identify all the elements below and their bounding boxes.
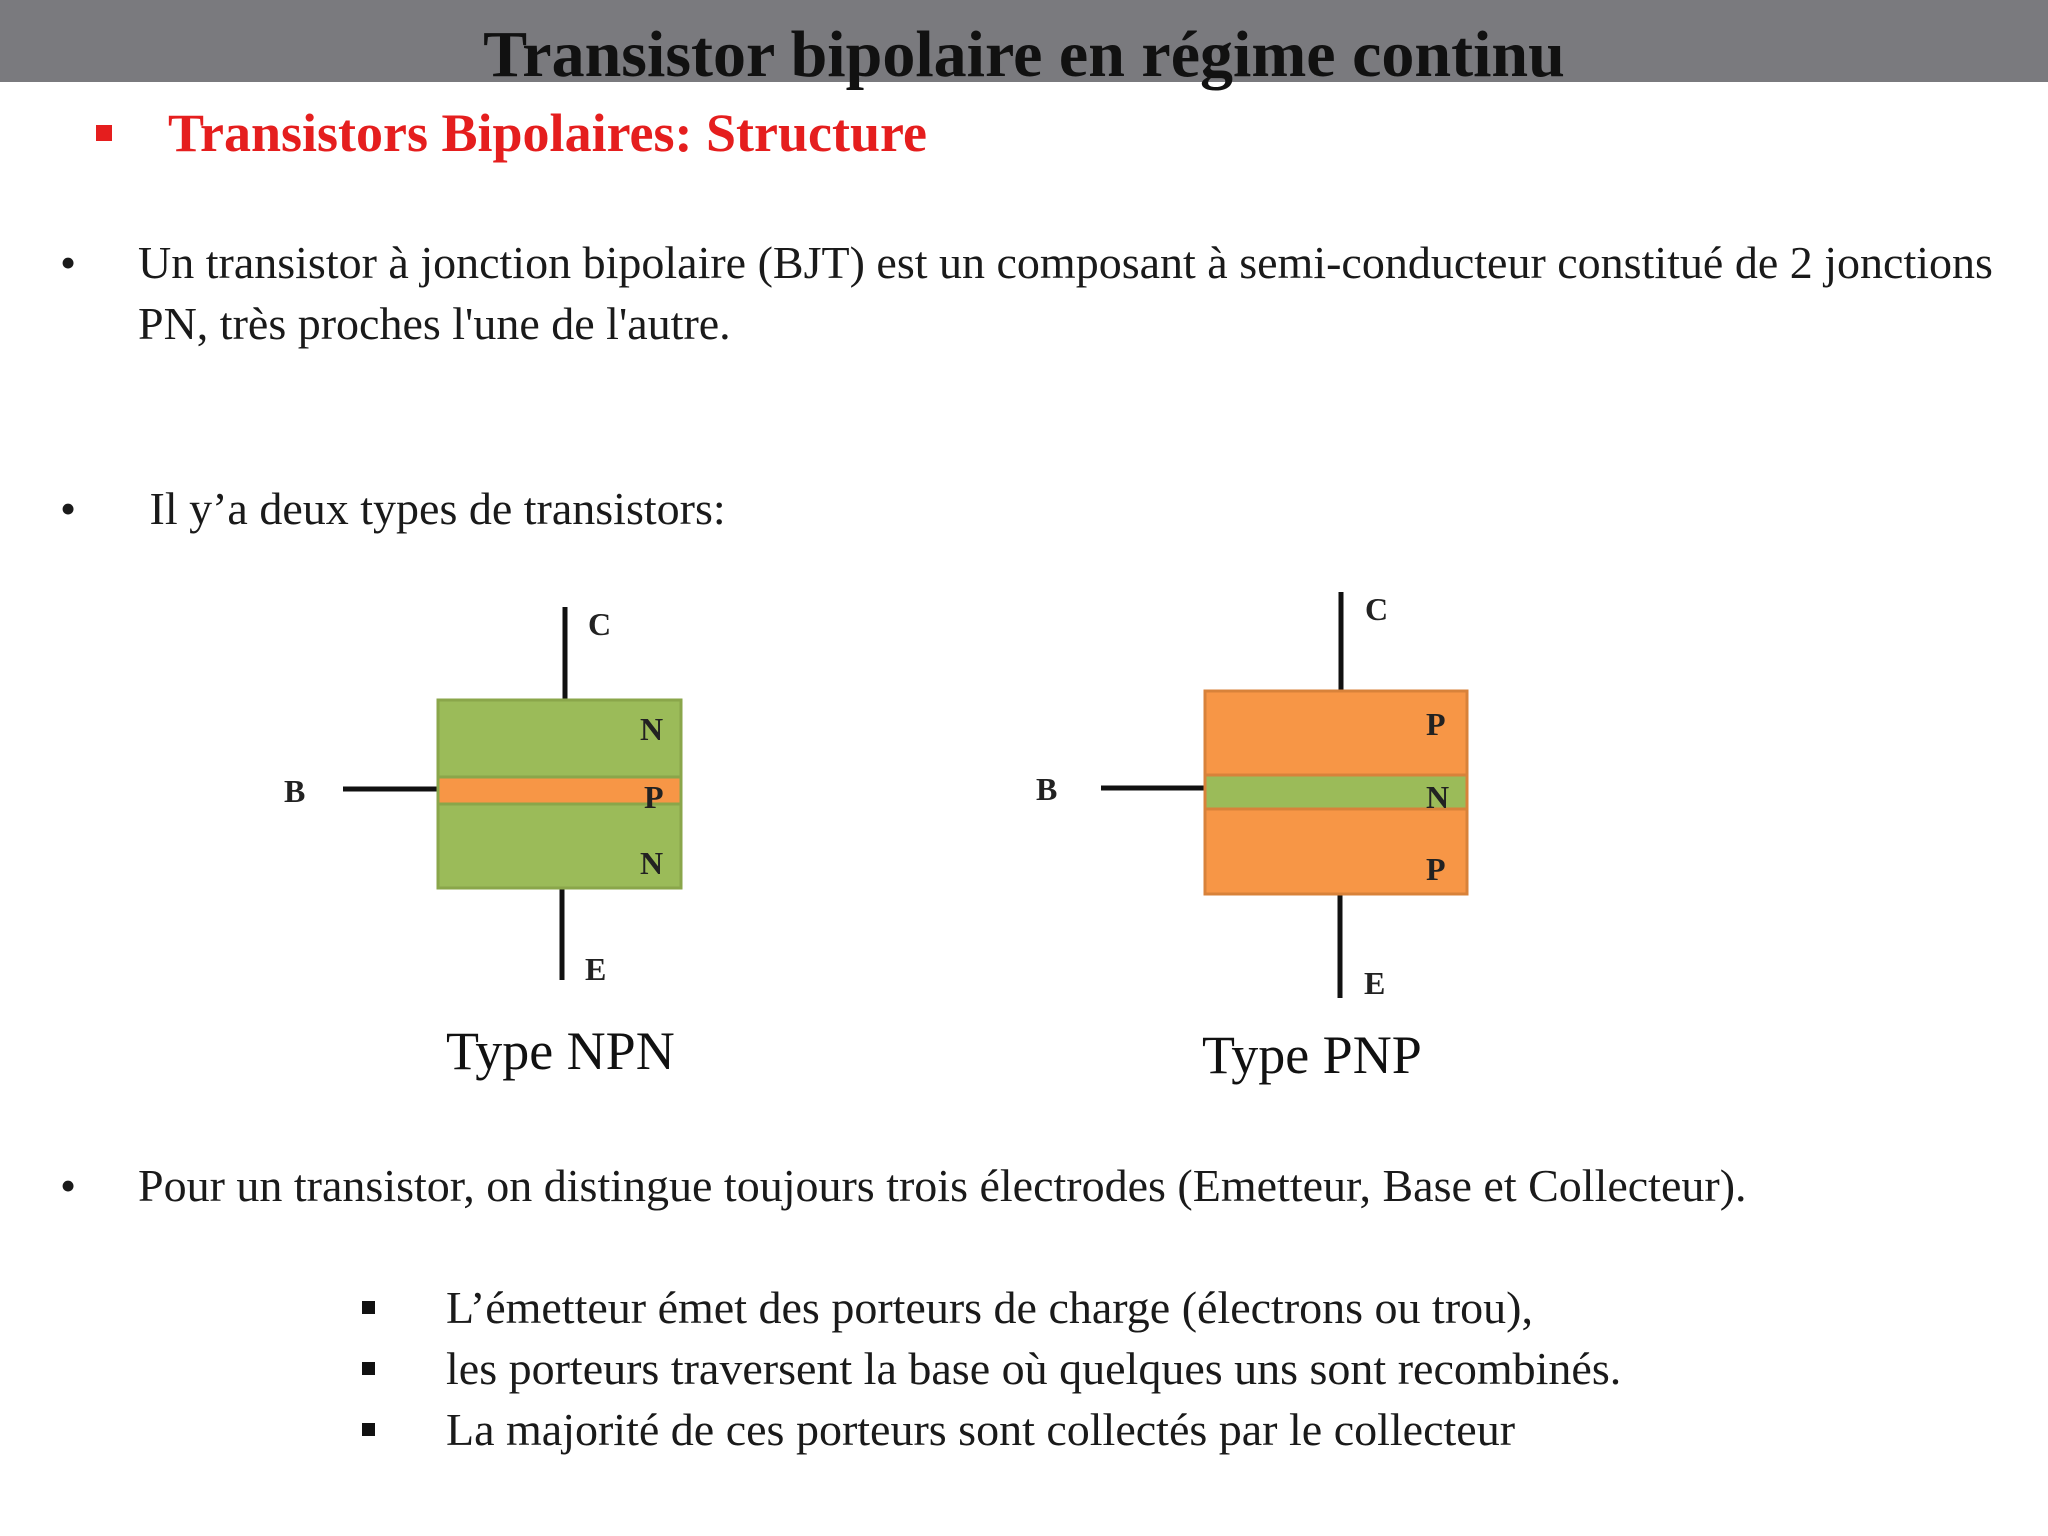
bullet-dot-icon: •: [60, 483, 77, 534]
npn-caption: Type NPN: [446, 1021, 675, 1081]
pnp-layer-top-label: P: [1426, 706, 1446, 742]
npn-emitter-label: E: [585, 951, 607, 987]
list-item: [362, 1277, 1962, 1338]
bullet-dot-icon: •: [60, 1160, 77, 1211]
list-item-text: les porteurs traversent la base où quelques uns sont recombinés.: [446, 1343, 1622, 1394]
pnp-caption: Type PNP: [1202, 1025, 1422, 1085]
electrode-roles-list: [362, 1277, 1962, 1460]
bullet-text: Il y’a deux types de transistors:: [138, 483, 726, 534]
list-item-text: L’émetteur émet des porteurs de charge (électrons ou trou),: [446, 1282, 1533, 1333]
pnp-structure: [1036, 591, 1467, 1001]
npn-layer-bot-label: N: [640, 845, 664, 881]
npn-collector-label: C: [588, 606, 612, 642]
pnp-layer-mid-label: N: [1426, 779, 1450, 815]
list-item: [362, 1338, 1962, 1399]
square-bullet-icon: [362, 1362, 375, 1375]
slide-title: Transistor bipolaire en régime continu: [483, 18, 1565, 91]
npn-structure: [284, 606, 681, 987]
pnp-base-label: B: [1036, 771, 1058, 807]
pnp-layer-bot-label: P: [1426, 851, 1446, 887]
bullet-dot-icon: •: [60, 237, 77, 288]
npn-base-label: B: [284, 773, 306, 809]
pnp-emitter-label: E: [1364, 965, 1386, 1001]
square-bullet-icon: [362, 1301, 375, 1314]
square-bullet-icon: [362, 1423, 375, 1436]
npn-layer-mid-label: P: [644, 779, 664, 815]
pnp-collector-label: C: [1365, 591, 1389, 627]
bullet-text: Pour un transistor, on distingue toujours trois électrodes (Emetteur, Base et Collecteur).: [138, 1160, 1747, 1211]
bullet-three-electrodes: [60, 1155, 2020, 1216]
npn-layer-top-label: N: [640, 711, 664, 747]
list-item: [362, 1399, 1962, 1460]
section-subtitle: Transistors Bipolaires: Structure: [168, 103, 927, 163]
bullet-text: Un transistor à jonction bipolaire (BJT) est un composant à semi-conducteur constitué de 2 jonctions PN, très proches l'une de l'autre.: [138, 237, 1993, 349]
list-item-text: La majorité de ces porteurs sont collectés par le collecteur: [446, 1404, 1516, 1455]
